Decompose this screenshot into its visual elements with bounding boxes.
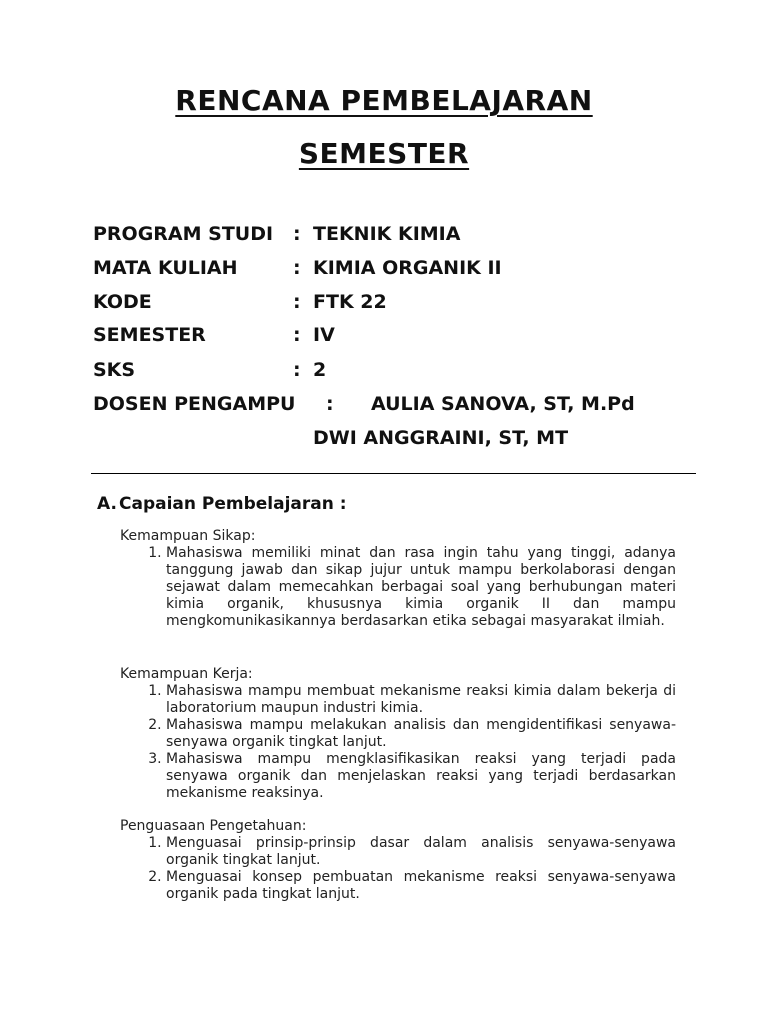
info-value: FTK 22 [313,291,387,313]
list-item: 2. Menguasai konsep pembuatan mekanisme reaksi senyawa-senyawa organik pada tingkat lanjut. [166,869,676,903]
subheading-pengetahuan: Penguasaan Pengetahuan: [120,818,307,834]
info-value: KIMIA ORGANIK II [313,257,502,279]
info-colon: : [326,393,334,415]
info-value: AULIA SANOVA, ST, M.Pd [371,393,635,415]
list-item: 1. Menguasai prinsip-prinsip dasar dalam analisis senyawa-senyawa organik tingkat lanjut. [166,835,676,869]
list-item: 1. Mahasiswa mampu membuat mekanisme reaksi kimia dalam bekerja di laboratorium maupun industri kimia. [166,683,676,717]
block-penguasaan-pengetahuan [120,818,676,903]
info-label: DOSEN PENGAMPU [93,393,296,415]
block-kemampuan-sikap [120,528,676,630]
document-title-line-2: SEMESTER [298,137,470,170]
info-colon: : [293,359,301,381]
section-title: Capaian Pembelajaran : [119,494,347,514]
list-item: 1. Mahasiswa memiliki minat dan rasa ingin tahu yang tinggi, adanya tanggung jawab dan sikap jujur untuk mampu berkolaborasi dengan sejawat dalam memecahkan berbagai soal yang berhubungan materi kimia organik, khususnya kimia organik II dan mampu mengkomunikasikannya berdasarkan etika sebagai masyarakat ilmiah. [166,545,676,630]
info-colon: : [293,291,301,313]
info-label: KODE [93,291,152,313]
section-heading-capaian [97,494,347,514]
section-number: A. [97,494,117,514]
info-colon: : [293,257,301,279]
horizontal-divider [91,473,696,474]
info-value: IV [313,324,335,346]
info-label: MATA KULIAH [93,257,238,279]
info-colon: : [293,223,301,245]
subheading-sikap: Kemampuan Sikap: [120,528,256,544]
block-kemampuan-kerja [120,666,676,802]
list-pengetahuan [120,835,676,903]
info-label: PROGRAM STUDI [93,223,274,245]
info-value: DWI ANGGRAINI, ST, MT [313,427,569,449]
info-colon: : [293,324,301,346]
document-title-line-1: RENCANA PEMBELAJARAN [175,84,593,117]
list-item: 2. Mahasiswa mampu melakukan analisis dan mengidentifikasi senyawa-senyawa organik tingkat lanjut. [166,717,676,751]
subheading-kerja: Kemampuan Kerja: [120,666,253,682]
info-value: 2 [313,359,327,381]
list-item: 3. Mahasiswa mampu mengklasifikasikan reaksi yang terjadi pada senyawa organik dan menjelaskan reaksi yang terjadi berdasarkan mekanisme reaksinya. [166,751,676,802]
info-label: SEMESTER [93,324,206,346]
list-kerja [120,683,676,802]
info-value: TEKNIK KIMIA [313,223,461,245]
info-label: SKS [93,359,136,381]
list-sikap [120,545,676,630]
